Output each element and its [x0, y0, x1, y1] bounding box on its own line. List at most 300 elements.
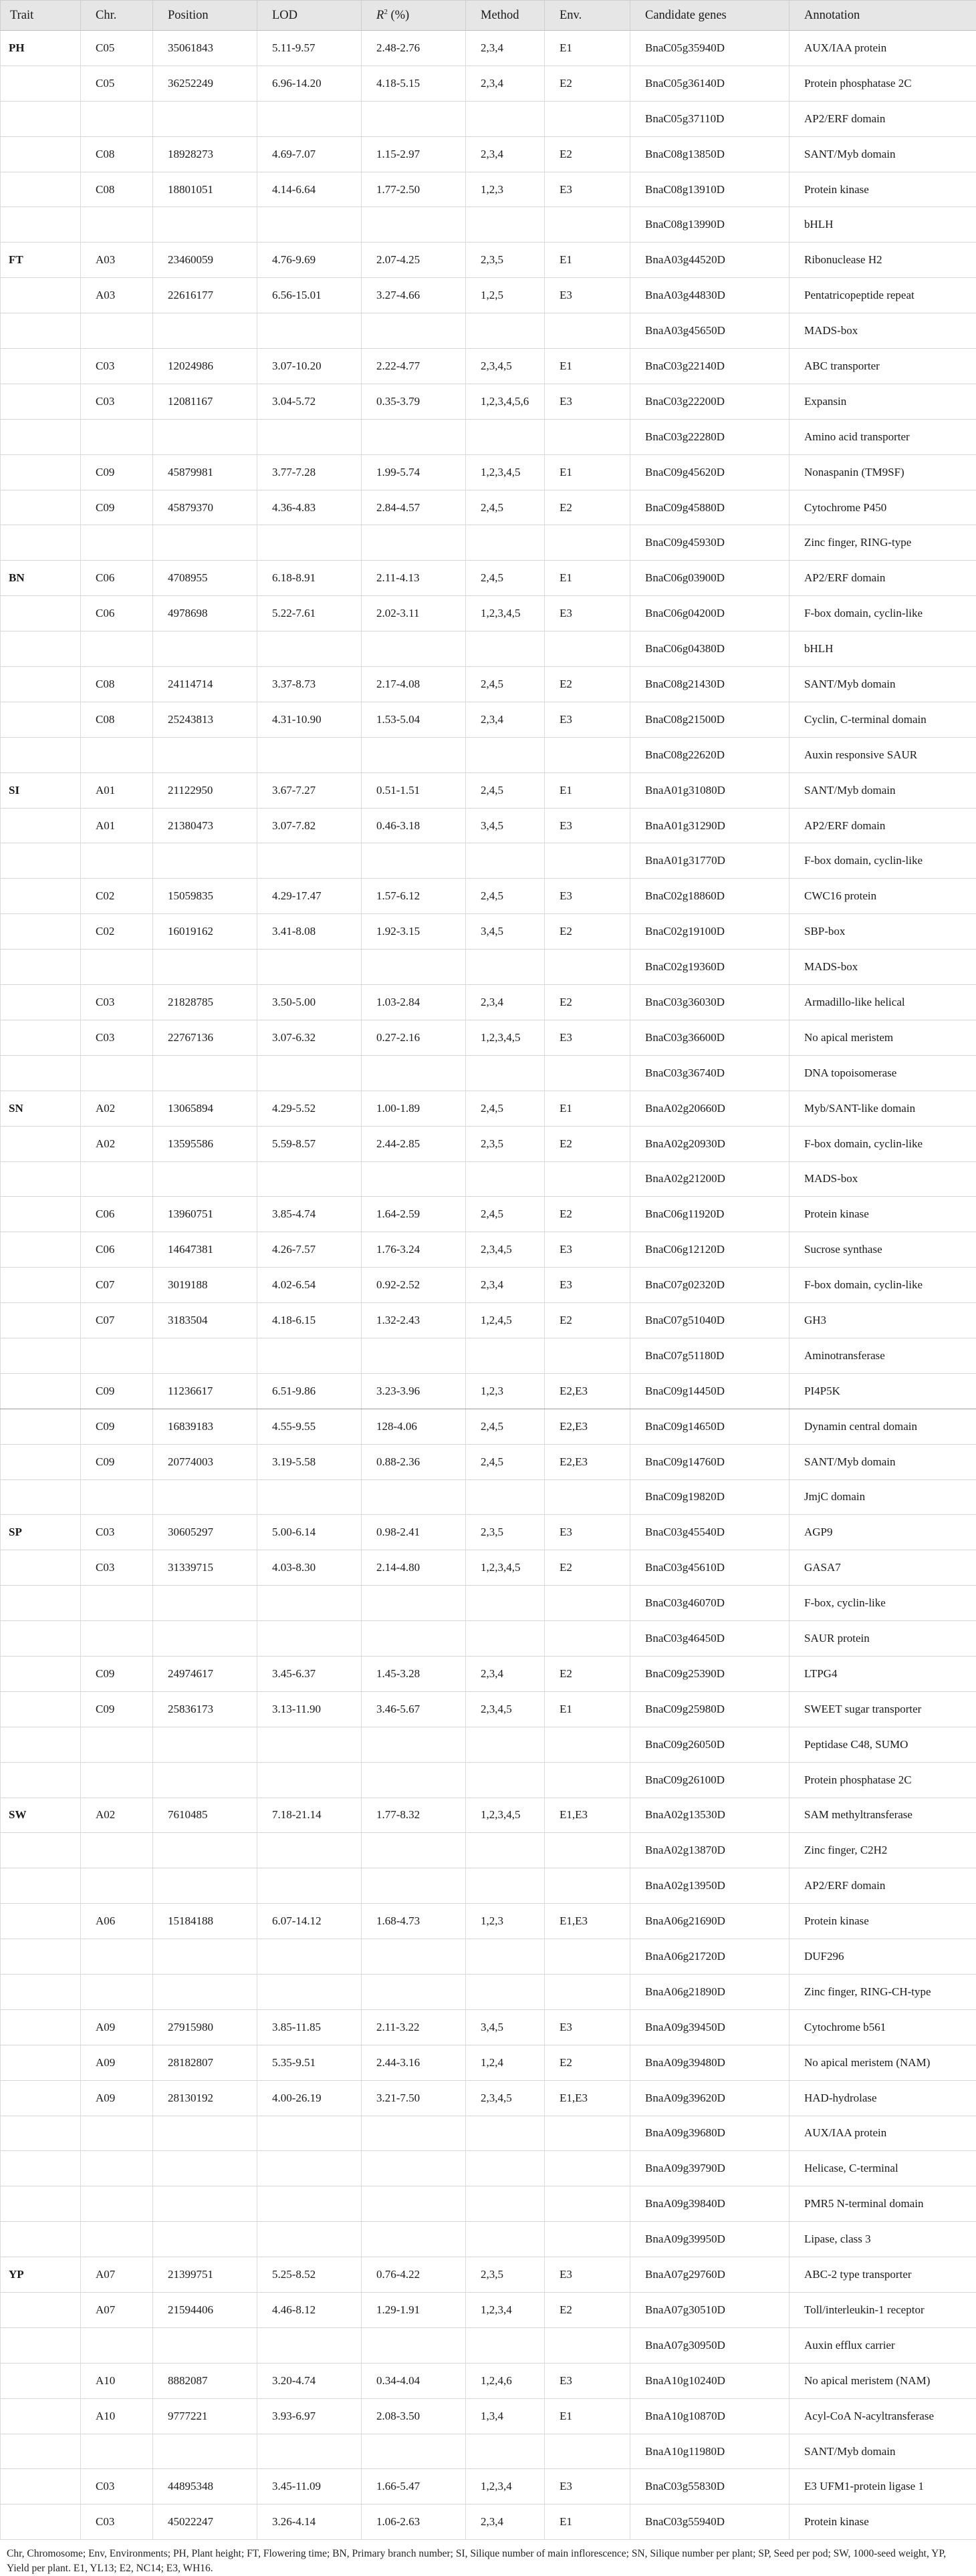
- table-row: [1, 1727, 976, 1762]
- cell-env: E3: [545, 172, 630, 207]
- cell-candidate-gene: BnaC09g26100D: [630, 1762, 789, 1798]
- cell-annotation: E3 UFM1-protein ligase 1: [789, 2469, 976, 2505]
- cell-lod: [257, 2327, 362, 2363]
- table-row: [1, 1833, 976, 1868]
- cell-lod: 5.00-6.14: [257, 1515, 362, 1550]
- cell-r2: [362, 525, 466, 561]
- cell-position: [153, 2186, 257, 2222]
- cell-chr: C06: [81, 1232, 153, 1268]
- cell-method: [466, 1586, 545, 1621]
- cell-lod: 4.31-10.90: [257, 702, 362, 737]
- table-row: [1, 2257, 976, 2293]
- cell-env: E2: [545, 914, 630, 950]
- cell-annotation: SWEET sugar transporter: [789, 1691, 976, 1727]
- header-method: Method: [466, 1, 545, 31]
- cell-chr: A09: [81, 2045, 153, 2080]
- cell-candidate-gene: BnaA01g31770D: [630, 843, 789, 879]
- cell-lod: [257, 1621, 362, 1657]
- cell-chr: C09: [81, 1444, 153, 1479]
- cell-candidate-gene: BnaC09g14760D: [630, 1444, 789, 1479]
- cell-method: 2,3,4: [466, 136, 545, 172]
- table-row: [1, 1020, 976, 1055]
- cell-trait: [1, 631, 81, 667]
- cell-chr: [81, 313, 153, 349]
- cell-annotation: SANT/Myb domain: [789, 1444, 976, 1479]
- table-row: [1, 561, 976, 596]
- table-row: [1, 2080, 976, 2116]
- cell-r2: 2.22-4.77: [362, 349, 466, 384]
- cell-trait: [1, 1020, 81, 1055]
- table-row: [1, 490, 976, 525]
- cell-r2: 2.14-4.80: [362, 1550, 466, 1586]
- cell-method: [466, 1479, 545, 1515]
- cell-chr: A03: [81, 278, 153, 313]
- cell-candidate-gene: BnaA09g39790D: [630, 2151, 789, 2186]
- cell-annotation: bHLH: [789, 631, 976, 667]
- cell-method: 2,3,5: [466, 2257, 545, 2293]
- cell-env: [545, 1868, 630, 1904]
- cell-position: 36252249: [153, 65, 257, 101]
- cell-trait: [1, 985, 81, 1020]
- cell-lod: [257, 1161, 362, 1197]
- cell-env: [545, 1939, 630, 1975]
- cell-method: [466, 101, 545, 136]
- cell-trait: [1, 1833, 81, 1868]
- cell-env: E2: [545, 1126, 630, 1161]
- cell-env: E3: [545, 1515, 630, 1550]
- cell-chr: C06: [81, 1197, 153, 1232]
- cell-trait: [1, 667, 81, 702]
- cell-candidate-gene: BnaC03g36600D: [630, 1020, 789, 1055]
- cell-chr: C02: [81, 914, 153, 950]
- cell-annotation: Armadillo-like helical: [789, 985, 976, 1020]
- table-row: [1, 1621, 976, 1657]
- table-row: [1, 914, 976, 950]
- cell-chr: [81, 1586, 153, 1621]
- cell-candidate-gene: BnaA02g13950D: [630, 1868, 789, 1904]
- cell-env: E1,E3: [545, 2080, 630, 2116]
- cell-position: [153, 525, 257, 561]
- cell-method: 1,2,4,5: [466, 1303, 545, 1338]
- cell-chr: C03: [81, 2469, 153, 2505]
- cell-chr: [81, 2151, 153, 2186]
- cell-chr: [81, 950, 153, 985]
- table-row: [1, 843, 976, 879]
- cell-candidate-gene: BnaC06g11920D: [630, 1197, 789, 1232]
- cell-method: 2,4,5: [466, 1409, 545, 1444]
- cell-trait: [1, 1550, 81, 1586]
- cell-candidate-gene: BnaA09g39620D: [630, 2080, 789, 2116]
- cell-candidate-gene: BnaC05g36140D: [630, 65, 789, 101]
- table-row: [1, 384, 976, 419]
- cell-annotation: LTPG4: [789, 1656, 976, 1691]
- cell-annotation: No apical meristem (NAM): [789, 2045, 976, 2080]
- cell-method: 2,3,5: [466, 1126, 545, 1161]
- cell-candidate-gene: BnaA06g21690D: [630, 1904, 789, 1939]
- cell-position: [153, 1939, 257, 1975]
- table-row: [1, 1656, 976, 1691]
- cell-env: [545, 843, 630, 879]
- cell-trait: [1, 737, 81, 772]
- header-lod: LOD: [257, 1, 362, 31]
- cell-env: E3: [545, 808, 630, 843]
- table-row: [1, 2398, 976, 2434]
- cell-r2: 1.77-2.50: [362, 172, 466, 207]
- cell-method: [466, 2151, 545, 2186]
- cell-candidate-gene: BnaA10g10240D: [630, 2363, 789, 2398]
- cell-annotation: Toll/interleukin-1 receptor: [789, 2293, 976, 2328]
- cell-r2: [362, 2327, 466, 2363]
- cell-annotation: AP2/ERF domain: [789, 1868, 976, 1904]
- cell-chr: C03: [81, 384, 153, 419]
- table-row: [1, 1586, 976, 1621]
- cell-lod: 4.29-17.47: [257, 879, 362, 914]
- cell-method: 2,3,4,5: [466, 1232, 545, 1268]
- cell-r2: 1.64-2.59: [362, 1197, 466, 1232]
- cell-trait: [1, 1586, 81, 1621]
- cell-trait: [1, 1621, 81, 1657]
- cell-candidate-gene: BnaA02g20930D: [630, 1126, 789, 1161]
- cell-lod: [257, 737, 362, 772]
- cell-method: 2,3,4: [466, 65, 545, 101]
- cell-chr: A02: [81, 1091, 153, 1126]
- cell-candidate-gene: BnaC08g21500D: [630, 702, 789, 737]
- cell-r2: 2.07-4.25: [362, 243, 466, 278]
- cell-env: E2: [545, 1303, 630, 1338]
- cell-lod: [257, 1055, 362, 1091]
- cell-r2: 1.77-8.32: [362, 1798, 466, 1833]
- cell-chr: [81, 2186, 153, 2222]
- cell-annotation: AUX/IAA protein: [789, 31, 976, 66]
- table-row: [1, 525, 976, 561]
- cell-candidate-gene: BnaC09g14450D: [630, 1373, 789, 1409]
- table-row: [1, 1161, 976, 1197]
- cell-position: 7610485: [153, 1798, 257, 1833]
- cell-env: E2: [545, 2045, 630, 2080]
- cell-lod: [257, 313, 362, 349]
- cell-env: E2: [545, 1197, 630, 1232]
- cell-env: [545, 1338, 630, 1373]
- cell-trait: [1, 419, 81, 454]
- cell-position: 28182807: [153, 2045, 257, 2080]
- cell-trait: [1, 1268, 81, 1303]
- cell-candidate-gene: BnaC05g37110D: [630, 101, 789, 136]
- cell-chr: A03: [81, 243, 153, 278]
- cell-trait: [1, 2116, 81, 2151]
- cell-env: E2,E3: [545, 1444, 630, 1479]
- cell-annotation: MADS-box: [789, 1161, 976, 1197]
- cell-chr: A09: [81, 2080, 153, 2116]
- cell-trait: [1, 1974, 81, 2009]
- cell-trait: [1, 1691, 81, 1727]
- cell-position: [153, 2151, 257, 2186]
- cell-position: 21594406: [153, 2293, 257, 2328]
- cell-trait: [1, 384, 81, 419]
- table-row: [1, 2151, 976, 2186]
- cell-r2: 0.27-2.16: [362, 1020, 466, 1055]
- cell-candidate-gene: BnaA09g39840D: [630, 2186, 789, 2222]
- cell-lod: 5.35-9.51: [257, 2045, 362, 2080]
- cell-chr: C09: [81, 490, 153, 525]
- cell-method: 1,2,3,4: [466, 2469, 545, 2505]
- cell-position: 15184188: [153, 1904, 257, 1939]
- cell-annotation: PI4P5K: [789, 1373, 976, 1409]
- cell-lod: 4.69-7.07: [257, 136, 362, 172]
- cell-annotation: AP2/ERF domain: [789, 561, 976, 596]
- cell-method: 2,3,4: [466, 2505, 545, 2540]
- cell-trait: [1, 1904, 81, 1939]
- cell-r2: 1.76-3.24: [362, 1232, 466, 1268]
- cell-r2: [362, 1479, 466, 1515]
- cell-trait: SP: [1, 1515, 81, 1550]
- cell-method: 1,2,4: [466, 2045, 545, 2080]
- cell-trait: [1, 2434, 81, 2469]
- cell-trait: [1, 490, 81, 525]
- cell-trait: [1, 2363, 81, 2398]
- cell-trait: [1, 454, 81, 490]
- cell-lod: [257, 631, 362, 667]
- cell-candidate-gene: BnaC06g12120D: [630, 1232, 789, 1268]
- cell-chr: C03: [81, 2505, 153, 2540]
- cell-env: [545, 1479, 630, 1515]
- cell-method: 2,4,5: [466, 561, 545, 596]
- cell-chr: C02: [81, 879, 153, 914]
- cell-method: 1,2,3,4,5: [466, 1550, 545, 1586]
- cell-candidate-gene: BnaA01g31080D: [630, 772, 789, 808]
- cell-method: 1,3,4: [466, 2398, 545, 2434]
- header-candidate-genes: Candidate genes: [630, 1, 789, 31]
- cell-position: 20774003: [153, 1444, 257, 1479]
- header-row: [1, 1, 976, 31]
- table-row: [1, 2045, 976, 2080]
- cell-method: [466, 1055, 545, 1091]
- cell-annotation: ABC-2 type transporter: [789, 2257, 976, 2293]
- cell-method: 2,3,4: [466, 31, 545, 66]
- cell-r2: 1.45-3.28: [362, 1656, 466, 1691]
- cell-chr: A10: [81, 2363, 153, 2398]
- cell-annotation: Protein kinase: [789, 172, 976, 207]
- cell-lod: [257, 1479, 362, 1515]
- cell-chr: C07: [81, 1303, 153, 1338]
- cell-candidate-gene: BnaA09g39680D: [630, 2116, 789, 2151]
- cell-annotation: ABC transporter: [789, 349, 976, 384]
- cell-chr: [81, 1727, 153, 1762]
- cell-lod: 5.11-9.57: [257, 31, 362, 66]
- cell-env: E1: [545, 454, 630, 490]
- table-row: [1, 1550, 976, 1586]
- cell-annotation: AP2/ERF domain: [789, 808, 976, 843]
- cell-env: E3: [545, 1232, 630, 1268]
- cell-method: [466, 950, 545, 985]
- cell-trait: SN: [1, 1091, 81, 1126]
- cell-annotation: Zinc finger, C2H2: [789, 1833, 976, 1868]
- cell-chr: [81, 631, 153, 667]
- cell-position: [153, 207, 257, 243]
- cell-method: 1,2,5: [466, 278, 545, 313]
- cell-annotation: bHLH: [789, 207, 976, 243]
- cell-position: 4708955: [153, 561, 257, 596]
- cell-r2: [362, 419, 466, 454]
- cell-chr: C09: [81, 1691, 153, 1727]
- table-row: [1, 772, 976, 808]
- cell-env: E2: [545, 985, 630, 1020]
- cell-method: 2,3,4: [466, 702, 545, 737]
- cell-r2: [362, 843, 466, 879]
- cell-position: 13065894: [153, 1091, 257, 1126]
- cell-lod: [257, 843, 362, 879]
- cell-candidate-gene: BnaA03g44520D: [630, 243, 789, 278]
- cell-trait: [1, 2080, 81, 2116]
- cell-r2: [362, 737, 466, 772]
- cell-position: [153, 2222, 257, 2257]
- cell-chr: [81, 1621, 153, 1657]
- cell-env: E1: [545, 1091, 630, 1126]
- cell-method: [466, 1727, 545, 1762]
- table-row: [1, 1268, 976, 1303]
- cell-annotation: SANT/Myb domain: [789, 2434, 976, 2469]
- table-row: [1, 1303, 976, 1338]
- cell-lod: 3.45-11.09: [257, 2469, 362, 2505]
- cell-env: [545, 419, 630, 454]
- cell-lod: 4.00-26.19: [257, 2080, 362, 2116]
- cell-env: E2,E3: [545, 1373, 630, 1409]
- cell-trait: [1, 2186, 81, 2222]
- cell-lod: [257, 1727, 362, 1762]
- cell-trait: [1, 1479, 81, 1515]
- cell-r2: [362, 631, 466, 667]
- header-env: Env.: [545, 1, 630, 31]
- cell-annotation: Cytochrome b561: [789, 2009, 976, 2045]
- cell-chr: C09: [81, 454, 153, 490]
- cell-annotation: SAUR protein: [789, 1621, 976, 1657]
- cell-method: [466, 2222, 545, 2257]
- cell-method: [466, 1974, 545, 2009]
- cell-method: 2,4,5: [466, 1091, 545, 1126]
- cell-lod: [257, 2222, 362, 2257]
- cell-candidate-gene: BnaC07g02320D: [630, 1268, 789, 1303]
- cell-candidate-gene: BnaC06g04380D: [630, 631, 789, 667]
- cell-chr: A02: [81, 1126, 153, 1161]
- cell-method: 2,4,5: [466, 1197, 545, 1232]
- cell-lod: 4.76-9.69: [257, 243, 362, 278]
- cell-trait: [1, 525, 81, 561]
- cell-candidate-gene: BnaC03g36740D: [630, 1055, 789, 1091]
- cell-candidate-gene: BnaA02g13530D: [630, 1798, 789, 1833]
- cell-annotation: No apical meristem: [789, 1020, 976, 1055]
- cell-r2: [362, 950, 466, 985]
- cell-annotation: SANT/Myb domain: [789, 136, 976, 172]
- cell-r2: 0.51-1.51: [362, 772, 466, 808]
- cell-env: [545, 1055, 630, 1091]
- cell-r2: 128-4.06: [362, 1409, 466, 1444]
- cell-method: [466, 2186, 545, 2222]
- cell-env: [545, 2222, 630, 2257]
- cell-candidate-gene: BnaC08g13990D: [630, 207, 789, 243]
- cell-chr: C08: [81, 172, 153, 207]
- cell-position: [153, 631, 257, 667]
- cell-candidate-gene: BnaC05g35940D: [630, 31, 789, 66]
- cell-annotation: SANT/Myb domain: [789, 772, 976, 808]
- cell-position: 21828785: [153, 985, 257, 1020]
- cell-r2: [362, 1338, 466, 1373]
- table-row: [1, 985, 976, 1020]
- cell-trait: [1, 2398, 81, 2434]
- cell-method: [466, 1868, 545, 1904]
- cell-env: E3: [545, 2009, 630, 2045]
- cell-annotation: DNA topoisomerase: [789, 1055, 976, 1091]
- table-row: [1, 349, 976, 384]
- cell-position: [153, 1161, 257, 1197]
- table-row: [1, 1904, 976, 1939]
- cell-candidate-gene: BnaC03g55940D: [630, 2505, 789, 2540]
- cell-chr: [81, 525, 153, 561]
- cell-r2: 0.46-3.18: [362, 808, 466, 843]
- cell-candidate-gene: BnaC07g51180D: [630, 1338, 789, 1373]
- cell-method: 1,2,3: [466, 172, 545, 207]
- cell-position: 13960751: [153, 1197, 257, 1232]
- cell-trait: [1, 1338, 81, 1373]
- table-row: [1, 2327, 976, 2363]
- cell-trait: [1, 313, 81, 349]
- table-row: [1, 2469, 976, 2505]
- cell-annotation: Amino acid transporter: [789, 419, 976, 454]
- cell-annotation: Peptidase C48, SUMO: [789, 1727, 976, 1762]
- cell-candidate-gene: BnaA07g29760D: [630, 2257, 789, 2293]
- cell-trait: [1, 808, 81, 843]
- cell-candidate-gene: BnaC08g21430D: [630, 667, 789, 702]
- cell-method: 1,2,3,4,5,6: [466, 384, 545, 419]
- cell-position: 12024986: [153, 349, 257, 384]
- cell-lod: [257, 2151, 362, 2186]
- cell-lod: [257, 1762, 362, 1798]
- cell-lod: [257, 1939, 362, 1975]
- cell-lod: 4.36-4.83: [257, 490, 362, 525]
- cell-candidate-gene: BnaA10g11980D: [630, 2434, 789, 2469]
- cell-position: 30605297: [153, 1515, 257, 1550]
- table-row: [1, 702, 976, 737]
- cell-position: 21380473: [153, 808, 257, 843]
- cell-lod: 6.56-15.01: [257, 278, 362, 313]
- header-r2-unit: (%): [388, 9, 409, 22]
- cell-chr: A01: [81, 772, 153, 808]
- table-row: [1, 1868, 976, 1904]
- cell-r2: 0.88-2.36: [362, 1444, 466, 1479]
- cell-candidate-gene: BnaA09g39450D: [630, 2009, 789, 2045]
- header-r2-exponent: 2: [384, 8, 388, 16]
- cell-lod: 3.67-7.27: [257, 772, 362, 808]
- cell-chr: C03: [81, 1515, 153, 1550]
- cell-chr: [81, 1868, 153, 1904]
- cell-position: 9777221: [153, 2398, 257, 2434]
- cell-env: [545, 1586, 630, 1621]
- cell-method: 2,4,5: [466, 879, 545, 914]
- cell-chr: [81, 2434, 153, 2469]
- cell-trait: [1, 1444, 81, 1479]
- cell-env: E1: [545, 349, 630, 384]
- cell-chr: C06: [81, 596, 153, 631]
- cell-annotation: GH3: [789, 1303, 976, 1338]
- cell-chr: C08: [81, 702, 153, 737]
- table-row: [1, 1091, 976, 1126]
- cell-annotation: Helicase, C-terminal: [789, 2151, 976, 2186]
- cell-r2: 4.18-5.15: [362, 65, 466, 101]
- cell-annotation: Sucrose synthase: [789, 1232, 976, 1268]
- table-row: [1, 1409, 976, 1444]
- cell-method: [466, 2116, 545, 2151]
- cell-method: 2,3,4,5: [466, 349, 545, 384]
- cell-position: [153, 737, 257, 772]
- cell-annotation: Myb/SANT-like domain: [789, 1091, 976, 1126]
